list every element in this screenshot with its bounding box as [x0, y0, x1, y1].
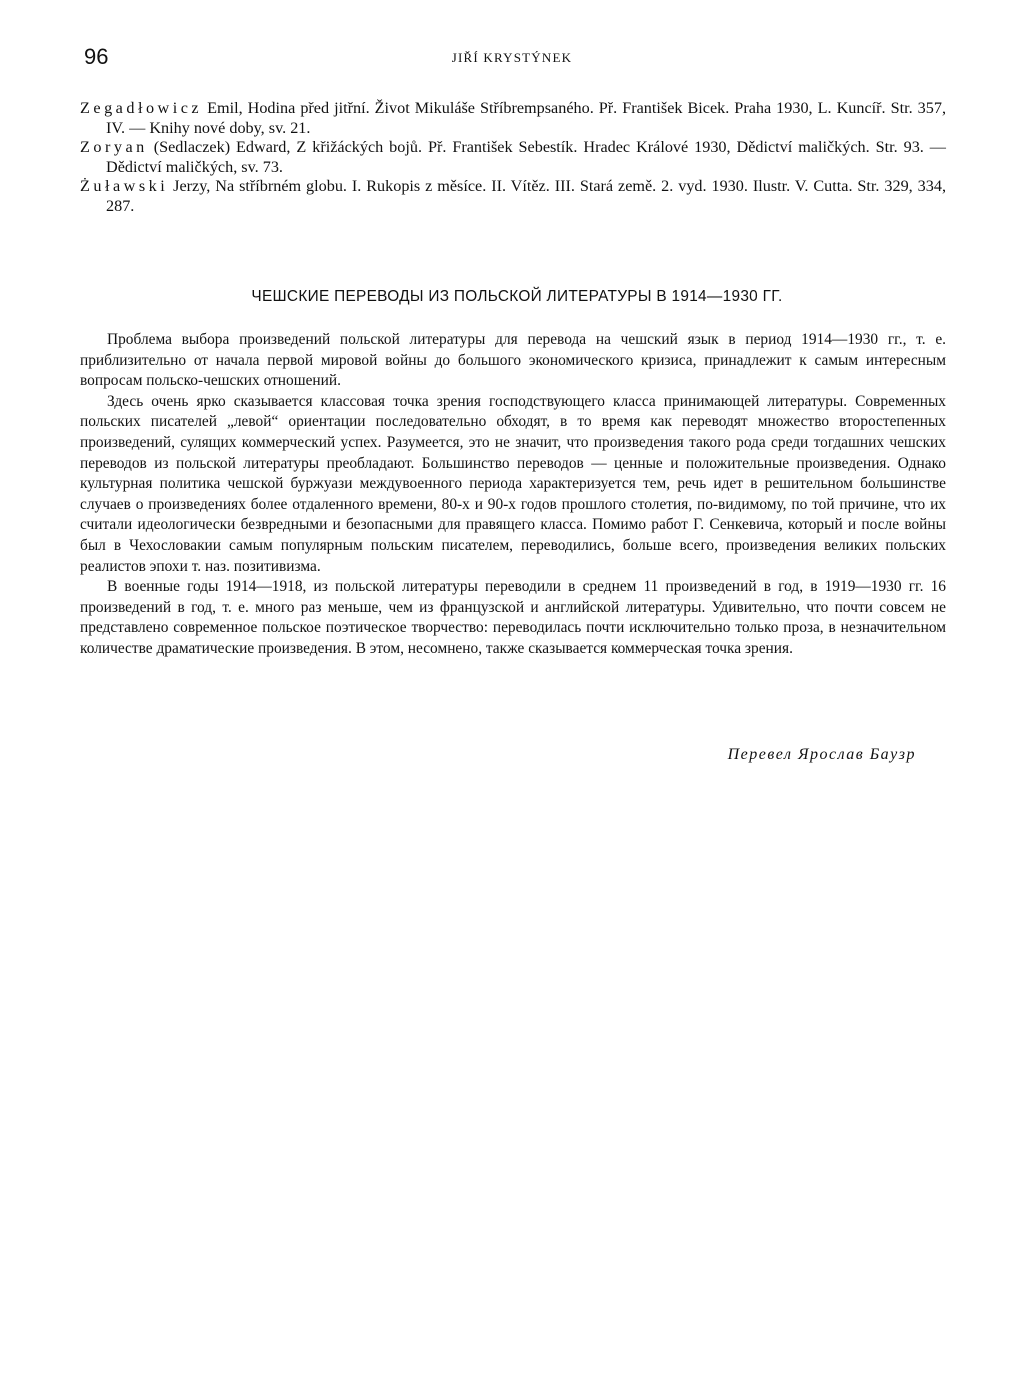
bibliography-entry	[80, 99, 946, 138]
body-paragraph: Проблема выбора произведений польской литературы для перевода на чешский язык в период 1914—1930 гг., т. е. приблизительно от начала первой мировой войны до большого экономического кризиса, принадлежит к самым интересным вопросам польско-чешских отношений.	[80, 331, 946, 390]
translator-signature: Перевел Ярослав Баyзр	[727, 746, 916, 763]
bibliography-author: Zegadłowicz	[80, 99, 203, 117]
bibliography-list	[80, 99, 946, 216]
running-head: JIŘÍ KRYSTÝNEK	[451, 50, 573, 65]
bibliography-author: Zoryan	[80, 138, 148, 156]
bibliography-author: Żuławski	[80, 177, 169, 195]
bibliography-entry	[80, 138, 946, 177]
page-number: 96	[84, 44, 109, 69]
bibliography-entry	[80, 177, 946, 216]
body-paragraph: Здесь очень ярко сказывается классовая точка зрения господствующего класса принимающей литературы. Современных польских писателей „левой“ ориентации последовательно обходят, в то время как переводят множество второстепенных произведений, сулящих коммерческий успех. Разумеется, это не значит, что произведения такого рода среди тогдашних чешских переводов из польской литературы преобладают. Большинство переводов — ценные и положительные произведения. Однако культурная политика чешской буржуази междувоенного периода характеризуется тем, речь идет в решительном большинстве случаев о произведениях более отдаленного времени, 80-х и 90-х годов прошлого столетия, по-видимому, по той причине, что их считали идеологически безвредными и безопасными для правящего класса. Помимо работ Г. Сенкевича, который и после войны был в Чехословакии самым популярным польским писателем, переводились, больше всего, произведения великих польских реалистов эпохи т. наз. позитивизма.	[80, 392, 946, 575]
section-title: ЧЕШСКИЕ ПЕРЕВОДЫ ИЗ ПОЛЬСКОЙ ЛИТЕРАТУРЫ В 1914—1930 ГГ.	[251, 288, 783, 305]
bibliography-text: Jerzy, Na stříbrném globu. I. Rukopis z měsíce. II. Vítěz. III. Stará země. 2. vyd. 1930. Ilustr. V. Cutta. Str. 329, 334, 287.	[106, 177, 946, 215]
article-body	[80, 330, 946, 660]
body-paragraph: В военные годы 1914—1918, из польской литературы переводили в среднем 11 произведений в год, в 1919—1930 гг. 16 произведений в год, т. е. много раз меньше, чем из французской и английской литературы. Удивительно, что почти совсем не представлено современное польское поэтическое творчество: переводилась почти исключительно только проза, в незначительном количестве драматические произведения. В этом, несомнено, также сказывается коммерческая точка зрения.	[80, 578, 946, 657]
bibliography-text: (Sedlaczek) Edward, Z křižáckých bojů. Př. František Sebestík. Hradec Králové 1930, Dědictví maličkých. Str. 93. — Dědictví maličkých, sv. 73.	[106, 138, 946, 176]
bibliography-text: Emil, Hodina před jitřní. Život Mikuláše Stříbrempsaného. Př. František Bicek. Praha 1930, L. Kuncíř. Str. 357, IV. — Knihy nové doby, sv. 21.	[106, 99, 946, 137]
